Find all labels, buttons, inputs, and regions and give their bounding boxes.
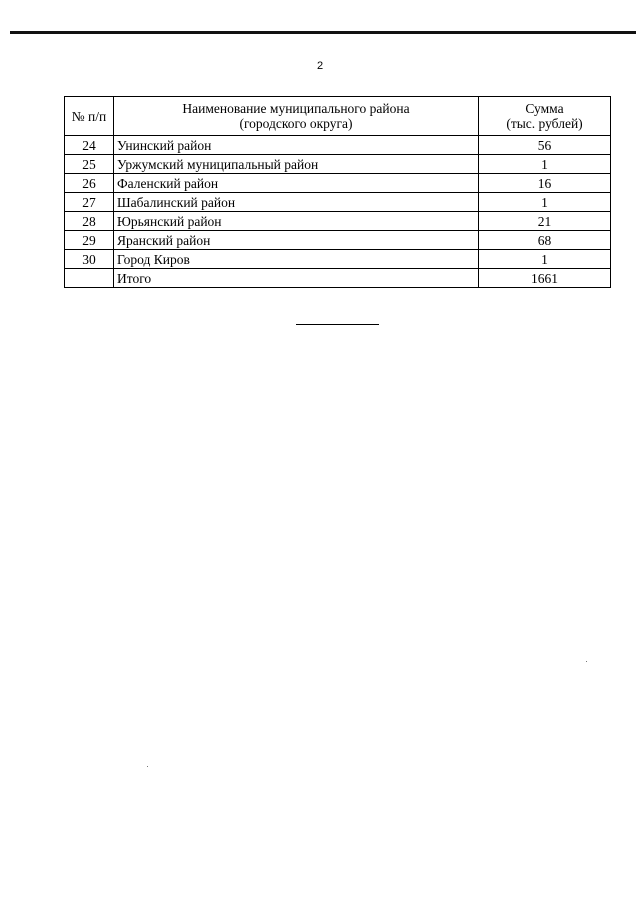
page-number: 2 <box>316 60 324 72</box>
top-rule <box>10 31 636 34</box>
row-sum: 56 <box>479 136 611 155</box>
row-sum: 68 <box>479 231 611 250</box>
table-row <box>65 212 611 231</box>
scan-speck <box>586 661 587 662</box>
row-name: Фаленский район <box>114 174 479 193</box>
table-row <box>65 250 611 269</box>
header-name-line2: (городского округа) <box>239 116 353 131</box>
row-name: Унинский район <box>114 136 479 155</box>
row-sum: 1 <box>479 250 611 269</box>
table-row <box>65 193 611 212</box>
row-number: 24 <box>65 136 114 155</box>
district-sums-table <box>64 96 611 288</box>
row-name: Юрьянский район <box>114 212 479 231</box>
row-sum: 1 <box>479 193 611 212</box>
row-number: 29 <box>65 231 114 250</box>
row-number: 26 <box>65 174 114 193</box>
table-row <box>65 174 611 193</box>
row-sum: 21 <box>479 212 611 231</box>
header-number <box>65 97 114 136</box>
row-name: Шабалинский район <box>114 193 479 212</box>
row-name: Яранский район <box>114 231 479 250</box>
row-number: 27 <box>65 193 114 212</box>
header-sum-line2: (тыс. рублей) <box>506 116 583 131</box>
header-name-line1: Наименование муниципального района <box>182 101 410 116</box>
header-name <box>114 97 479 136</box>
row-sum: 16 <box>479 174 611 193</box>
header-number-label: № п/п <box>71 108 107 124</box>
row-number: 28 <box>65 212 114 231</box>
total-number <box>65 269 114 288</box>
table-header-row <box>65 97 611 136</box>
table-row <box>65 136 611 155</box>
scan-speck <box>147 766 148 767</box>
row-name: Уржумский муниципальный район <box>114 155 479 174</box>
header-sum <box>479 97 611 136</box>
total-row <box>65 269 611 288</box>
row-name: Город Киров <box>114 250 479 269</box>
table-row <box>65 155 611 174</box>
table-row <box>65 231 611 250</box>
row-number: 30 <box>65 250 114 269</box>
total-sum: 1661 <box>479 269 611 288</box>
end-rule <box>296 324 379 325</box>
total-label: Итого <box>114 269 479 288</box>
row-sum: 1 <box>479 155 611 174</box>
header-sum-line1: Сумма <box>525 101 564 116</box>
row-number: 25 <box>65 155 114 174</box>
